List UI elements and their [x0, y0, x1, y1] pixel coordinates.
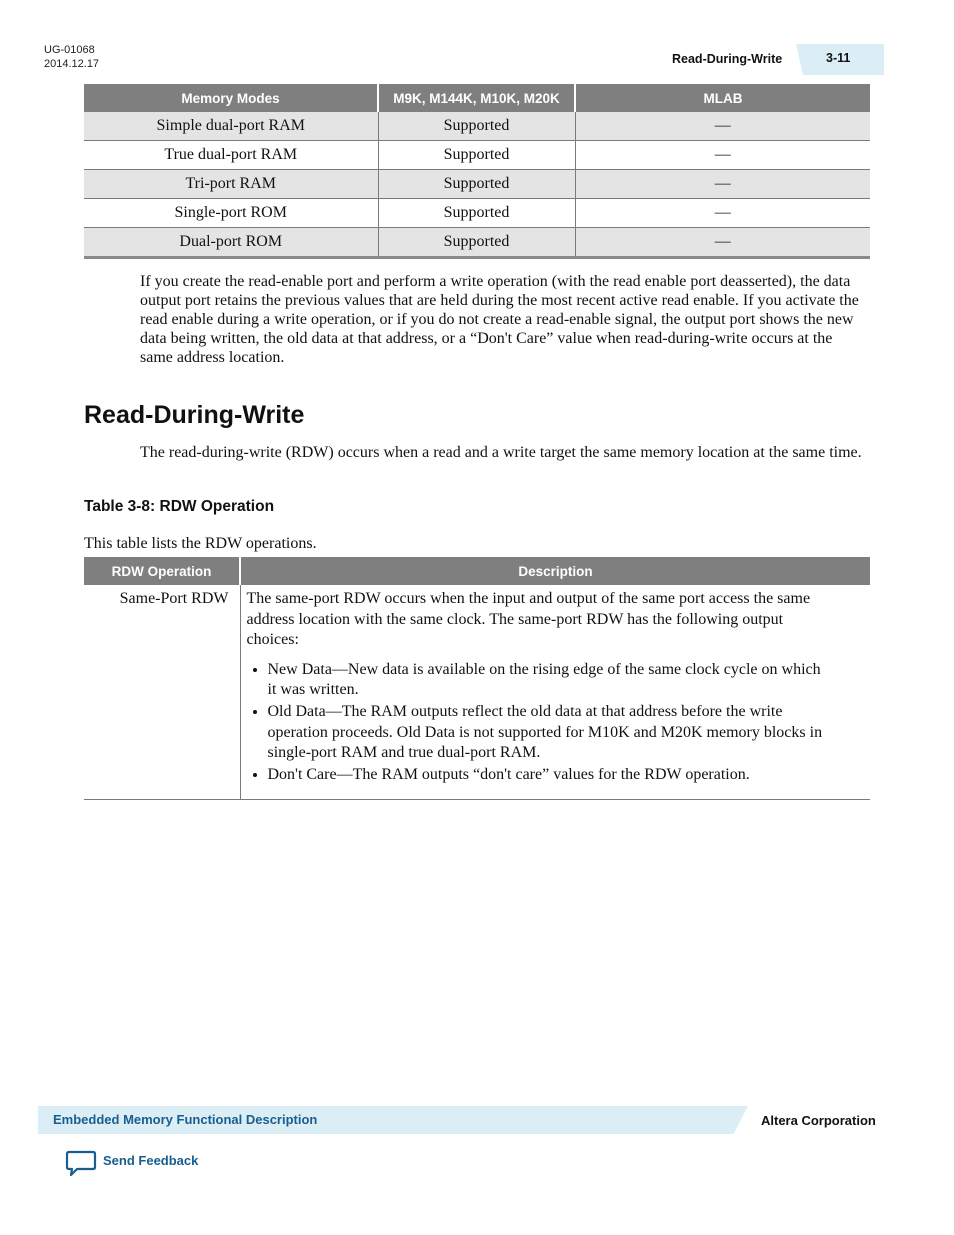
table-cell: Supported — [378, 228, 575, 258]
output-choices-list — [247, 660, 831, 786]
section-heading: Read-During-Write — [84, 401, 305, 429]
rdw-operation-description — [240, 585, 870, 800]
table-row — [84, 112, 870, 141]
table-cell: True dual-port RAM — [84, 141, 378, 170]
table-cell: Supported — [378, 170, 575, 199]
table-cell: — — [575, 199, 870, 228]
column-header: MLAB — [575, 84, 870, 112]
footer-document-title: Embedded Memory Functional Description — [53, 1112, 318, 1127]
memory-modes-table — [84, 84, 870, 259]
table-row — [84, 228, 870, 258]
running-section-title: Read-During-Write — [672, 52, 783, 66]
table-cell: — — [575, 170, 870, 199]
table-description: This table lists the RDW operations. — [84, 535, 317, 552]
document-id-block — [44, 43, 99, 71]
table-cell: Tri-port RAM — [84, 170, 378, 199]
section-paragraph: The read-during-write (RDW) occurs when a read and a write target the same memory location at the same time. — [140, 444, 862, 461]
column-header: Description — [240, 557, 870, 585]
table-cell: — — [575, 228, 870, 258]
table-cell: Single-port ROM — [84, 199, 378, 228]
page-number: 3-11 — [826, 51, 851, 65]
rdw-operation-name: Same-Port RDW — [84, 585, 240, 800]
table-row — [84, 141, 870, 170]
rdw-operation-table — [84, 557, 870, 800]
table-cell: Simple dual-port RAM — [84, 112, 378, 141]
table-row — [84, 199, 870, 228]
table-cell: — — [575, 112, 870, 141]
speech-bubble-icon[interactable] — [65, 1150, 97, 1178]
table-row — [84, 585, 870, 800]
table-row — [84, 170, 870, 199]
list-item: • Old Data—The RAM outputs reflect the old data at that address before the write operation proceeds. Old Data is not supported for M10K and M20K memory blocks in single-port RAM and true dual-port RAM. — [268, 702, 831, 764]
document-id: UG-01068 — [44, 44, 95, 56]
read-enable-paragraph: If you create the read-enable port and perform a write operation (with the read enable port deasserted), the data output port retains the previous values that are held during the most recent active read enable. If you activate the read enable during a write operation, or if you do not create a read-enable signal, the output port shows the new data being written, the old data at that address, or a “Don't Care” value when read-during-write occurs at the same address location. — [140, 273, 859, 366]
table-cell: Dual-port ROM — [84, 228, 378, 258]
column-header: M9K, M144K, M10K, M20K — [378, 84, 575, 112]
table-cell: Supported — [378, 112, 575, 141]
document-date: 2014.12.17 — [44, 58, 100, 70]
footer-company: Altera Corporation — [761, 1113, 876, 1128]
table-header-row — [84, 557, 870, 585]
table-header-row — [84, 84, 870, 112]
table-caption: Table 3-8: RDW Operation — [84, 498, 275, 515]
table-cell: Supported — [378, 141, 575, 170]
list-item: • Don't Care—The RAM outputs “don't care” values for the RDW operation. — [268, 765, 831, 786]
table-cell: — — [575, 141, 870, 170]
description-text: The same-port RDW occurs when the input and output of the same port access the same address location with the same clock. The same-port RDW has the following output choices: — [246, 590, 811, 648]
column-header: Memory Modes — [84, 84, 378, 112]
list-item: • New Data—New data is available on the rising edge of the same clock cycle on which it was written. — [268, 660, 831, 701]
table-cell: Supported — [378, 199, 575, 228]
column-header: RDW Operation — [84, 557, 240, 585]
send-feedback-link[interactable]: Send Feedback — [103, 1153, 199, 1168]
